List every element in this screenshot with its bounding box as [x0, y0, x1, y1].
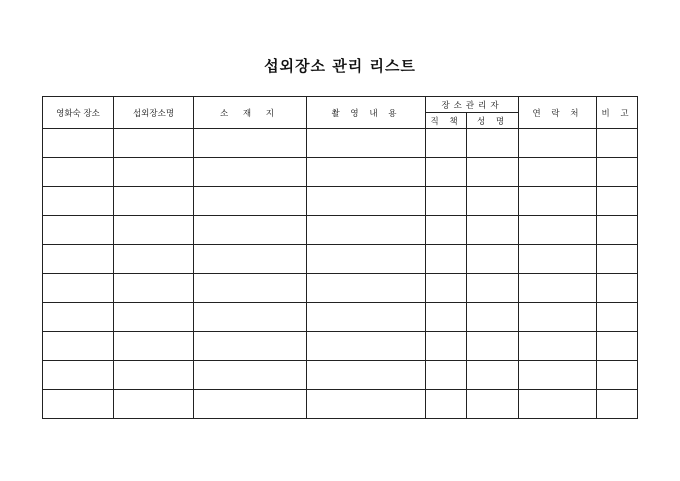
table-row — [43, 216, 638, 245]
cell-location — [194, 187, 307, 216]
cell-remarks — [597, 129, 638, 158]
cell-contact — [519, 332, 597, 361]
table-row — [43, 158, 638, 187]
cell-name — [467, 332, 519, 361]
cell-name — [467, 274, 519, 303]
cell-position — [426, 158, 467, 187]
header-location: 소 재 지 — [194, 97, 307, 129]
header-filming-content: 촬 영 내 용 — [307, 97, 426, 129]
cell-filming-content — [307, 332, 426, 361]
header-position: 직 책 — [426, 113, 467, 129]
table-body — [43, 129, 638, 419]
cell-filming-place — [43, 361, 114, 390]
cell-position — [426, 187, 467, 216]
cell-filming-place — [43, 187, 114, 216]
cell-venue-name — [114, 303, 194, 332]
document-title: 섭외장소 관리 리스트 — [264, 57, 416, 75]
header-remarks: 비 고 — [597, 97, 638, 129]
cell-name — [467, 245, 519, 274]
cell-filming-place — [43, 332, 114, 361]
cell-filming-place — [43, 303, 114, 332]
cell-location — [194, 332, 307, 361]
cell-name — [467, 158, 519, 187]
cell-remarks — [597, 390, 638, 419]
cell-contact — [519, 390, 597, 419]
cell-contact — [519, 158, 597, 187]
table-row — [43, 390, 638, 419]
cell-filming-place — [43, 158, 114, 187]
cell-position — [426, 303, 467, 332]
cell-name — [467, 187, 519, 216]
cell-location — [194, 390, 307, 419]
cell-filming-content — [307, 303, 426, 332]
venue-management-table — [42, 96, 638, 419]
cell-venue-name — [114, 129, 194, 158]
cell-contact — [519, 245, 597, 274]
cell-remarks — [597, 332, 638, 361]
cell-position — [426, 361, 467, 390]
cell-filming-content — [307, 361, 426, 390]
cell-position — [426, 245, 467, 274]
cell-position — [426, 390, 467, 419]
cell-remarks — [597, 303, 638, 332]
cell-filming-place — [43, 216, 114, 245]
cell-venue-name — [114, 158, 194, 187]
cell-filming-content — [307, 129, 426, 158]
table-row — [43, 332, 638, 361]
table-row — [43, 361, 638, 390]
cell-contact — [519, 303, 597, 332]
header-name: 성 명 — [467, 113, 519, 129]
table-row — [43, 187, 638, 216]
cell-remarks — [597, 216, 638, 245]
cell-filming-place — [43, 245, 114, 274]
cell-name — [467, 129, 519, 158]
cell-filming-content — [307, 187, 426, 216]
cell-name — [467, 361, 519, 390]
header-site-manager: 장소관리자 — [426, 97, 519, 113]
cell-filming-content — [307, 390, 426, 419]
cell-filming-place — [43, 129, 114, 158]
cell-filming-place — [43, 390, 114, 419]
cell-contact — [519, 274, 597, 303]
cell-location — [194, 158, 307, 187]
cell-venue-name — [114, 390, 194, 419]
cell-position — [426, 332, 467, 361]
header-filming-place: 영화숙 장소 — [43, 97, 114, 129]
cell-location — [194, 245, 307, 274]
cell-filming-content — [307, 216, 426, 245]
cell-remarks — [597, 274, 638, 303]
cell-location — [194, 361, 307, 390]
cell-contact — [519, 187, 597, 216]
cell-position — [426, 274, 467, 303]
cell-filming-place — [43, 274, 114, 303]
cell-venue-name — [114, 361, 194, 390]
cell-position — [426, 216, 467, 245]
cell-venue-name — [114, 274, 194, 303]
cell-remarks — [597, 187, 638, 216]
cell-contact — [519, 361, 597, 390]
cell-venue-name — [114, 332, 194, 361]
cell-location — [194, 303, 307, 332]
cell-remarks — [597, 245, 638, 274]
cell-venue-name — [114, 245, 194, 274]
cell-contact — [519, 129, 597, 158]
header-venue-name: 섭외장소명 — [114, 97, 194, 129]
table-row — [43, 245, 638, 274]
cell-location — [194, 129, 307, 158]
cell-name — [467, 216, 519, 245]
cell-venue-name — [114, 187, 194, 216]
cell-location — [194, 216, 307, 245]
cell-filming-content — [307, 245, 426, 274]
cell-contact — [519, 216, 597, 245]
cell-position — [426, 129, 467, 158]
table-row — [43, 274, 638, 303]
table-row — [43, 129, 638, 158]
table-row — [43, 303, 638, 332]
cell-filming-content — [307, 274, 426, 303]
cell-remarks — [597, 361, 638, 390]
header-contact: 연 락 처 — [519, 97, 597, 129]
cell-filming-content — [307, 158, 426, 187]
cell-name — [467, 303, 519, 332]
cell-remarks — [597, 158, 638, 187]
cell-name — [467, 390, 519, 419]
cell-location — [194, 274, 307, 303]
cell-venue-name — [114, 216, 194, 245]
